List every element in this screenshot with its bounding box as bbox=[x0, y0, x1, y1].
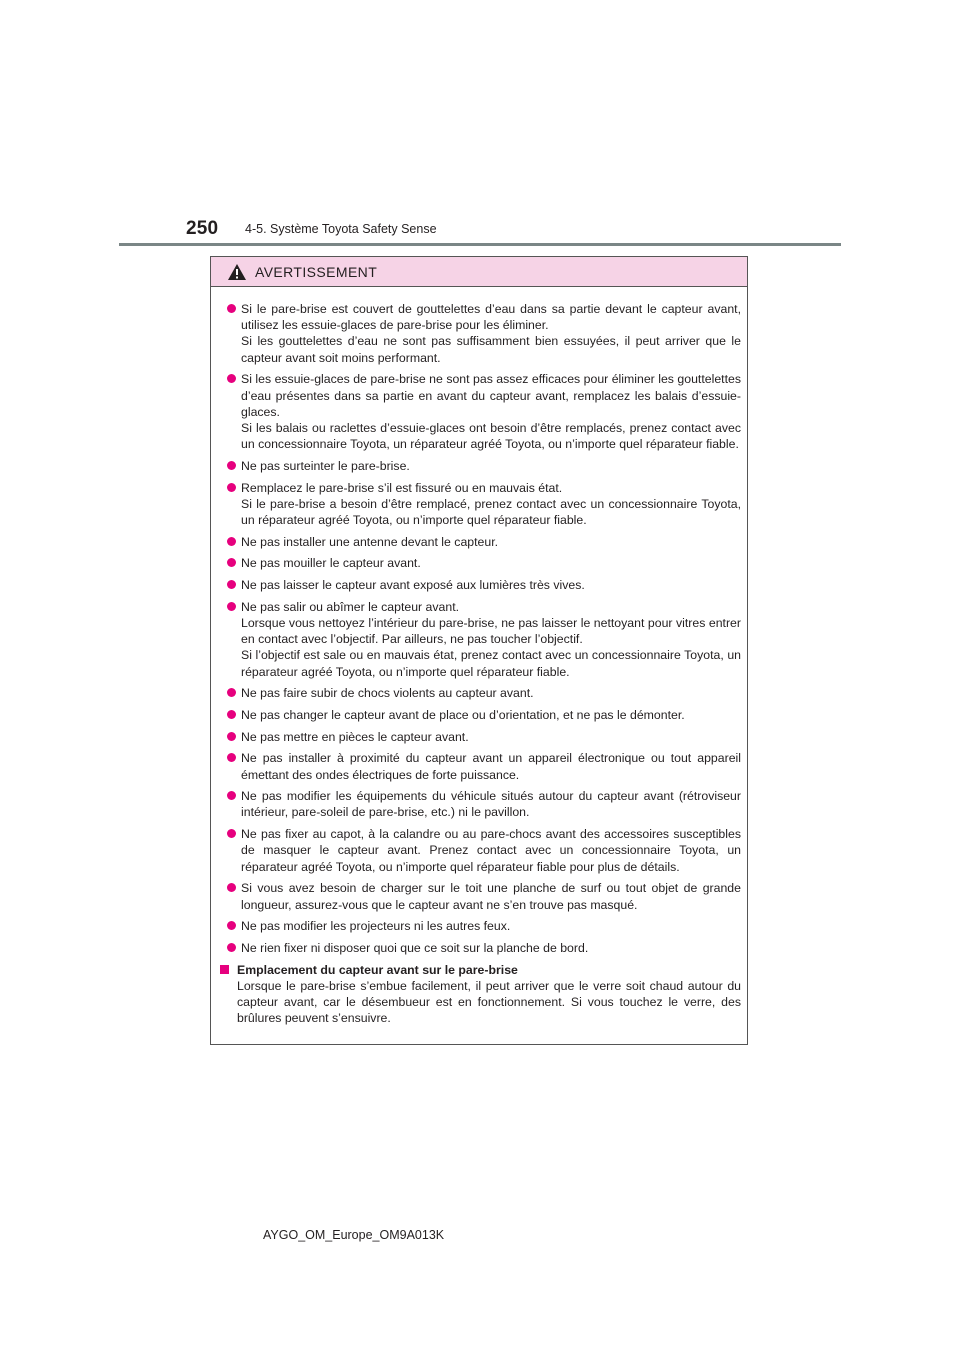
warning-list-item bbox=[219, 729, 741, 745]
bullet-dot-icon bbox=[227, 374, 236, 383]
square-bullet-icon bbox=[220, 965, 229, 974]
bullet-dot-icon bbox=[227, 580, 236, 589]
bullet-dot-icon bbox=[227, 461, 236, 470]
warning-item-text: Si l’objectif est sale ou en mauvais état, prenez contact avec un concessionnaire Toyota, un réparateur agréé Toyota, ou n’importe quel réparateur fiable. bbox=[241, 648, 741, 679]
section-title: 4-5. Système Toyota Safety Sense bbox=[245, 222, 437, 236]
warning-title: AVERTISSEMENT bbox=[255, 263, 378, 280]
warning-item-text: Ne pas changer le capteur avant de place ou d’orientation, et ne pas le démonter. bbox=[241, 707, 685, 722]
warning-item-text: Ne pas salir ou abîmer le capteur avant. bbox=[241, 599, 460, 614]
warning-list-item bbox=[219, 555, 741, 571]
bullet-dot-icon bbox=[227, 710, 236, 719]
warning-item-text: Si les essuie-glaces de pare-brise ne sont pas assez efficaces pour éliminer les gouttelettes d’eau présentes dans sa partie en avant du capteur avant, remplacez les balais d’essuie-glaces. bbox=[241, 372, 741, 419]
warning-item-text: Remplacez le pare-brise s’il est fissuré ou en mauvais état. bbox=[241, 480, 563, 495]
warning-list-item bbox=[219, 458, 741, 474]
warning-list-item bbox=[219, 826, 741, 875]
warning-item-text: Si les gouttelettes d’eau ne sont pas suffisamment bien essuyées, il peut arriver que le capteur avant soit moins performant. bbox=[241, 334, 741, 365]
warning-list-item bbox=[219, 880, 741, 912]
bullet-dot-icon bbox=[227, 483, 236, 492]
warning-list-item bbox=[219, 371, 741, 452]
warning-list-item bbox=[219, 707, 741, 723]
warning-item-text: Ne pas installer une antenne devant le capteur. bbox=[241, 534, 499, 549]
bullet-dot-icon bbox=[227, 829, 236, 838]
warning-item-text: Ne pas mettre en pièces le capteur avant. bbox=[241, 729, 469, 744]
warning-list-item bbox=[219, 918, 741, 934]
warning-item-text: Ne pas faire subir de chocs violents au capteur avant. bbox=[241, 686, 534, 701]
bullet-dot-icon bbox=[227, 732, 236, 741]
warning-item-text: Si le pare-brise a besoin d’être remplacé, prenez contact avec un concessionnaire Toyota, un réparateur agréé Toyota, ou n’importe quel réparateur fiable. bbox=[241, 496, 741, 527]
bullet-dot-icon bbox=[227, 921, 236, 930]
warning-list-item bbox=[219, 577, 741, 593]
warning-list-item bbox=[219, 534, 741, 550]
warning-list-item bbox=[219, 301, 741, 366]
page-number: 250 bbox=[186, 218, 219, 239]
bullet-dot-icon bbox=[227, 753, 236, 762]
document-code: AYGO_OM_Europe_OM9A013K bbox=[263, 1228, 445, 1242]
warning-list-item bbox=[219, 480, 741, 529]
bullet-dot-icon bbox=[227, 602, 236, 611]
subsection bbox=[219, 962, 741, 1027]
bullet-dot-icon bbox=[227, 304, 236, 313]
warning-item-text: Ne pas fixer au capot, à la calandre ou au pare-chocs avant des accessoires susceptibles de masquer le capteur avant. Prenez contact avec un concessionnaire Toyota, un réparateur agréé Toyota, ou n’importe quel réparateur fiable pour plus de détails. bbox=[241, 827, 741, 874]
bullet-dot-icon bbox=[227, 537, 236, 546]
subsection-title: Emplacement du capteur avant sur le pare-brise bbox=[237, 962, 518, 977]
warning-triangle-icon bbox=[227, 263, 247, 281]
warning-list-item bbox=[219, 599, 741, 680]
bullet-dot-icon bbox=[227, 558, 236, 567]
warning-box bbox=[210, 256, 748, 1045]
warning-item-text: Ne pas modifier les équipements du véhicule situés autour du capteur avant (rétroviseur intérieur, pare-soleil de pare-brise, etc.) ni le pavillon. bbox=[241, 789, 741, 820]
warning-item-text: Si vous avez besoin de charger sur le toit une planche de surf ou tout objet de grande longueur, assurez-vous que le capteur avant ne s’en trouve pas masqué. bbox=[241, 881, 741, 912]
warning-item-text: Ne pas surteinter le pare-brise. bbox=[241, 458, 410, 473]
warning-item-text: Ne pas mouiller le capteur avant. bbox=[241, 556, 421, 571]
warning-item-text: Ne rien fixer ni disposer quoi que ce soit sur la planche de bord. bbox=[241, 940, 589, 955]
warning-item-text: Lorsque vous nettoyez l’intérieur du pare-brise, ne pas laisser le nettoyant pour vitres entrer en contact avec l’objectif. Par ailleurs, ne pas toucher l’objectif. bbox=[241, 615, 741, 647]
warning-list-item bbox=[219, 788, 741, 820]
warning-list-item bbox=[219, 940, 741, 956]
warning-item-text: Si le pare-brise est couvert de gouttelettes d’eau dans sa partie devant le capteur avant, utilisez les essuie-glaces de pare-brise pour les éliminer. bbox=[241, 302, 741, 333]
warning-item-text: Ne pas laisser le capteur avant exposé aux lumières très vives. bbox=[241, 578, 585, 593]
warning-item-text: Ne pas modifier les projecteurs ni les autres feux. bbox=[241, 919, 511, 934]
subsection-text: Lorsque le pare-brise s’embue facilement, il peut arriver que le verre soit chaud autour du capteur avant, car le désembueur est en fonctionnement. Si vous touchez le verre, des brûlures peuvent s’ensuivre. bbox=[237, 978, 741, 1026]
warning-header bbox=[211, 257, 747, 287]
bullet-dot-icon bbox=[227, 943, 236, 952]
warning-body bbox=[211, 287, 747, 1026]
bullet-dot-icon bbox=[227, 883, 236, 892]
warning-list-item bbox=[219, 750, 741, 782]
warning-item-text: Si les balais ou raclettes d’essuie-glaces ont besoin d’être remplacés, prenez contact avec un concessionnaire Toyota, un réparateur agréé Toyota, ou n’importe quel réparateur fiable. bbox=[241, 420, 741, 452]
bullet-dot-icon bbox=[227, 688, 236, 697]
bullet-dot-icon bbox=[227, 791, 236, 800]
warning-list-item bbox=[219, 685, 741, 701]
header-rule bbox=[119, 243, 841, 246]
warning-item-text: Ne pas installer à proximité du capteur avant un appareil électronique ou tout appareil émettant des ondes électriques de forte puissance. bbox=[241, 751, 741, 782]
